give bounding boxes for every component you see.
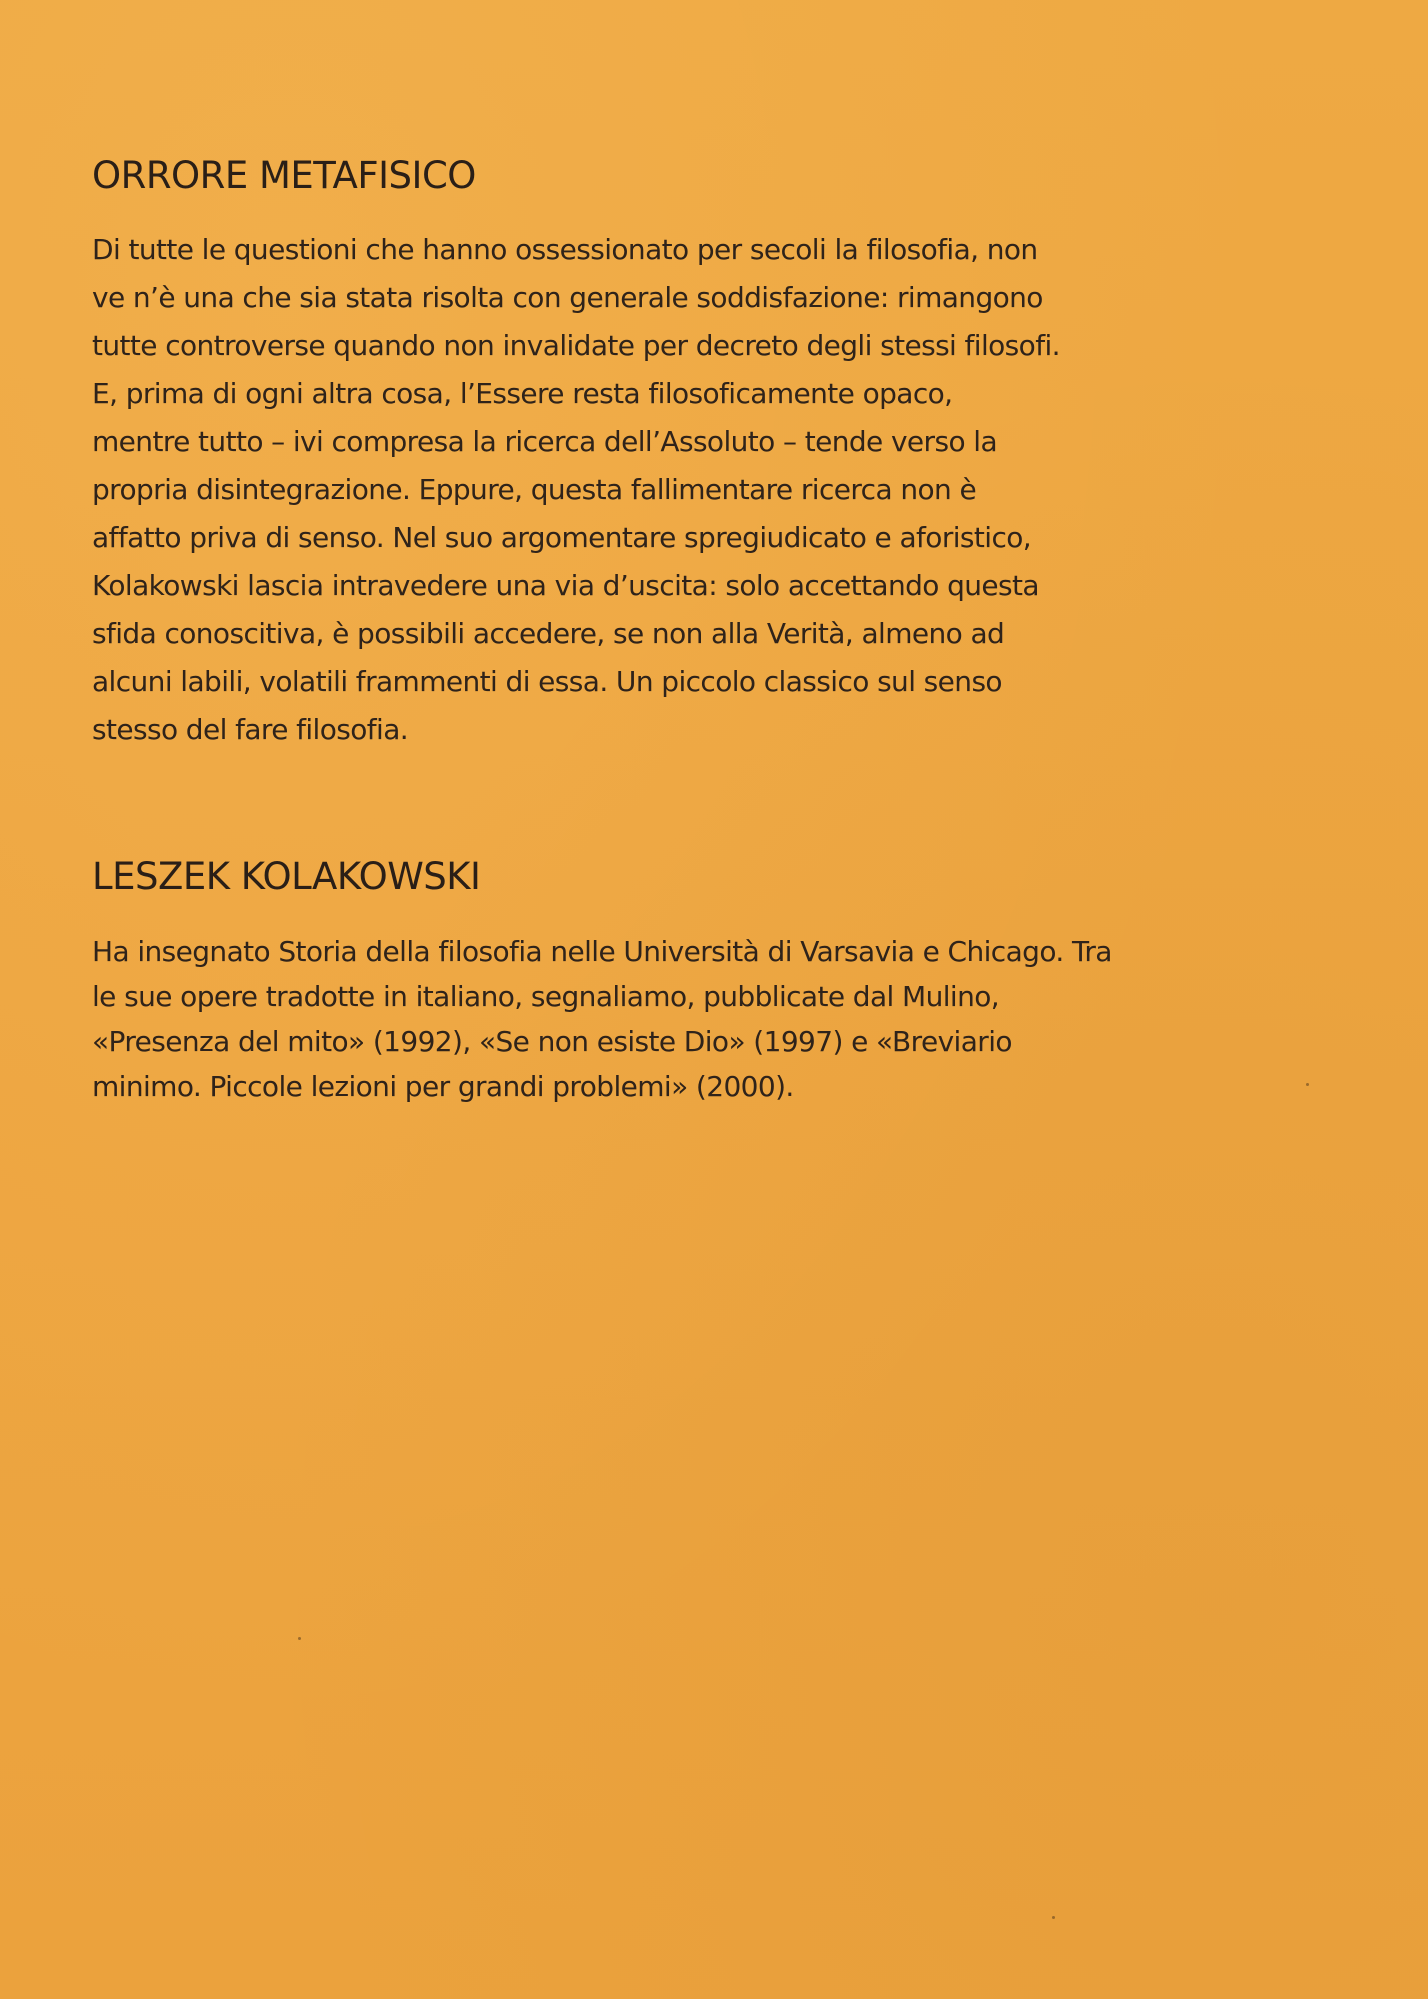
synopsis-title: ORRORE METAFISICO: [92, 154, 476, 197]
bio-line: le sue opere tradotte in italiano, segnaliamo, pubblicate dal Mulino,: [92, 980, 1000, 1013]
synopsis-line: mentre tutto – ivi compresa la ricerca dell’Assoluto – tende verso la: [92, 425, 998, 458]
paper-speck: [298, 1637, 301, 1640]
synopsis-line: alcuni labili, volatili frammenti di essa. Un piccolo classico sul senso: [92, 665, 1002, 698]
synopsis-line: E, prima di ogni altra cosa, l’Essere resta filosoficamente opaco,: [92, 377, 953, 410]
bio-line: Ha insegnato Storia della filosofia nelle Università di Varsavia e Chicago. Tra: [92, 935, 1112, 968]
synopsis-line: tutte controverse quando non invalidate per decreto degli stessi filosofi.: [92, 329, 1060, 362]
synopsis-line: stesso del fare filosofia.: [92, 713, 409, 746]
synopsis-line: ve n’è una che sia stata risolta con generale soddisfazione: rimangono: [92, 281, 1043, 314]
synopsis-line: propria disintegrazione. Eppure, questa fallimentare ricerca non è: [92, 473, 977, 506]
synopsis-line: Di tutte le questioni che hanno ossessionato per secoli la filosofia, non: [92, 233, 1038, 266]
paper-speck: [1052, 1916, 1055, 1919]
author-name-heading: LESZEK KOLAKOWSKI: [92, 855, 481, 898]
synopsis-paragraph: [92, 226, 1332, 754]
cover-text-area: [92, 150, 1332, 1109]
synopsis-line: sfida conoscitiva, è possibili accedere, se non alla Verità, almeno ad: [92, 617, 1005, 650]
bio-line: minimo. Piccole lezioni per grandi problemi» (2000).: [92, 1070, 794, 1103]
synopsis-line: affatto priva di senso. Nel suo argomentare spregiudicato e aforistico,: [92, 521, 1032, 554]
bio-line: «Presenza del mito» (1992), «Se non esiste Dio» (1997) e «Breviario: [92, 1025, 1012, 1058]
author-bio-paragraph: [92, 929, 1332, 1109]
synopsis-line: Kolakowski lascia intravedere una via d’uscita: solo accettando questa: [92, 569, 1039, 602]
paper-speck: [1306, 1083, 1309, 1086]
